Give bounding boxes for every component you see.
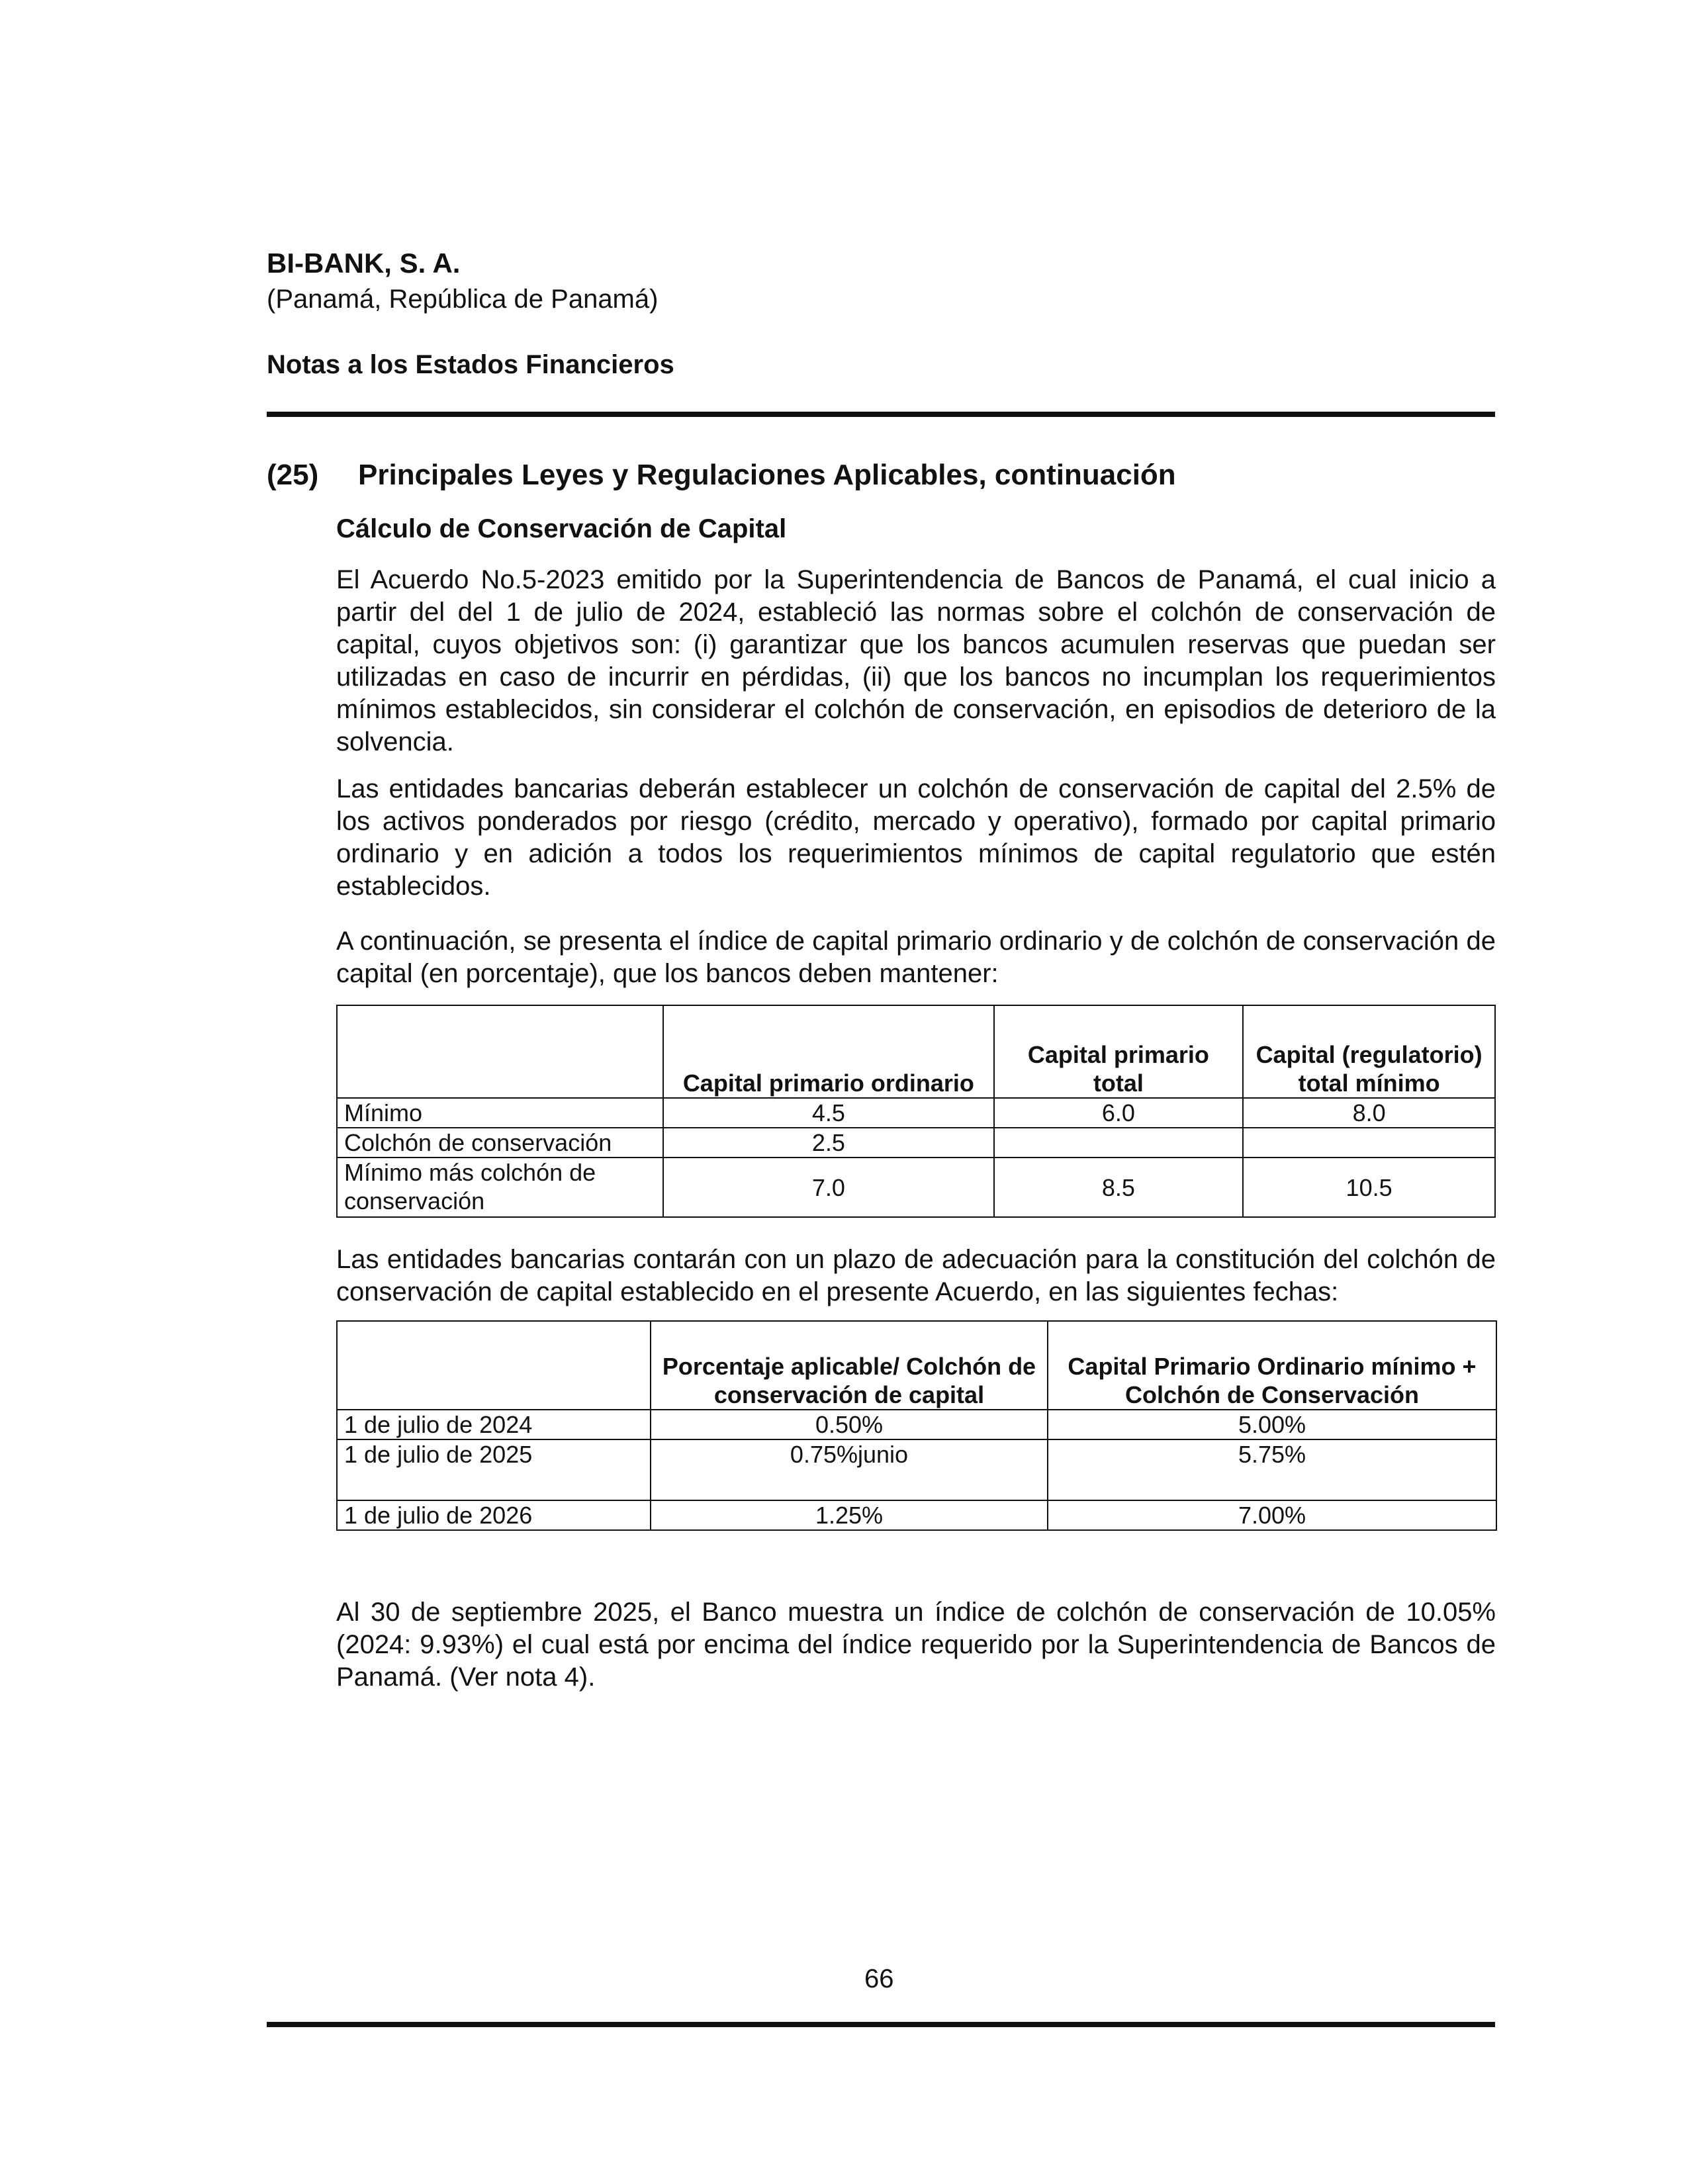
table-header-row (337, 1005, 1495, 1098)
subsection-title: Cálculo de Conservación de Capital (336, 514, 787, 543)
table-row (337, 1128, 1495, 1158)
row-label: 1 de julio de 2026 (337, 1500, 651, 1530)
row-label: 1 de julio de 2024 (337, 1410, 651, 1439)
footer-rule (267, 2022, 1495, 2027)
table-header-row (337, 1321, 1496, 1410)
table-cell: 10.5 (1243, 1158, 1495, 1217)
paragraph-acuerdo: El Acuerdo No.5-2023 emitido por la Superintendencia de Bancos de Panamá, el cual inicio a partir del del 1 de julio de 2024, estableció las normas sobre el colchón de conservación de capital, cuyos objetivos son: (i) garantizar que los bancos acumulen reservas que puedan ser utilizadas en caso de incurrir en pérdidas, (ii) que los bancos no incumplan los requerimientos mínimos establecidos, sin considerar el colchón de conservación, en episodios de deterioro de la solvencia. (336, 565, 1496, 756)
table-header-cell: Capital primario total (994, 1005, 1244, 1098)
capital-ratio-table (336, 1005, 1496, 1218)
table-header-cell (337, 1005, 663, 1098)
table-cell: 2.5 (663, 1128, 993, 1158)
table-header-cell: Capital primario ordinario (663, 1005, 993, 1098)
row-label: Colchón de conservación (337, 1128, 663, 1158)
table-row (337, 1410, 1496, 1439)
table-cell: 8.0 (1243, 1098, 1495, 1128)
paragraph-intro-table1: A continuación, se presenta el índice de capital primario ordinario y de colchón de conservación de capital (en porcentaje), que los bancos deben mantener: (336, 927, 1496, 988)
company-name: BI-BANK, S. A. (267, 248, 461, 279)
table-cell: 6.0 (994, 1098, 1244, 1128)
page-number: 66 (864, 1964, 894, 1993)
section-title: Principales Leyes y Regulaciones Aplicables, continuación (358, 459, 1176, 491)
table-cell: 8.5 (994, 1158, 1244, 1217)
table-header-cell: Capital Primario Ordinario mínimo + Colchón de Conservación (1048, 1321, 1496, 1410)
paragraph-conclusion: Al 30 de septiembre 2025, el Banco muestra un índice de colchón de conservación de 10.05% (2024: 9.93%) el cual está por encima del índice requerido por la Superintendencia de Bancos de Panamá. (Ver nota 4). (336, 1598, 1496, 1692)
header-rule (267, 412, 1495, 417)
table-header-cell (337, 1321, 651, 1410)
table-cell: 7.0 (663, 1158, 993, 1217)
table-header-cell: Capital (regulatorio) total mínimo (1243, 1005, 1495, 1098)
row-label: 1 de julio de 2025 (337, 1439, 651, 1500)
table-cell: 5.00% (1048, 1410, 1496, 1439)
document-title: Notas a los Estados Financieros (267, 350, 674, 379)
table-cell: 4.5 (663, 1098, 993, 1128)
paragraph-colchon: Las entidades bancarias deberán establecer un colchón de conservación de capital del 2.5% de los activos ponderados por riesgo (crédito, mercado y operativo), formado por capital primario ordinario y en adición a todos los requerimientos mínimos de capital regulatorio que estén establecidos. (336, 774, 1496, 901)
table-header-cell: Porcentaje aplicable/ Colchón de conservación de capital (651, 1321, 1048, 1410)
table-cell (994, 1128, 1244, 1158)
table-cell: 5.75% (1048, 1439, 1496, 1500)
table-row (337, 1500, 1496, 1530)
company-country: (Panamá, República de Panamá) (267, 285, 659, 314)
table-row (337, 1158, 1495, 1217)
section-number: (25) (267, 459, 319, 491)
table-cell: 7.00% (1048, 1500, 1496, 1530)
table-cell: 1.25% (651, 1500, 1048, 1530)
table-row (337, 1098, 1495, 1128)
paragraph-intro-table2: Las entidades bancarias contarán con un plazo de adecuación para la constitución del colchón de conservación de capital establecido en el presente Acuerdo, en las siguientes fechas: (336, 1245, 1496, 1306)
table-cell: 0.50% (651, 1410, 1048, 1439)
row-label: Mínimo (337, 1098, 663, 1128)
row-label: Mínimo más colchón de conservación (337, 1158, 663, 1217)
table-cell: 0.75%junio (651, 1439, 1048, 1500)
table-row (337, 1439, 1496, 1500)
table-cell (1243, 1128, 1495, 1158)
adequacy-schedule-table (336, 1320, 1497, 1531)
